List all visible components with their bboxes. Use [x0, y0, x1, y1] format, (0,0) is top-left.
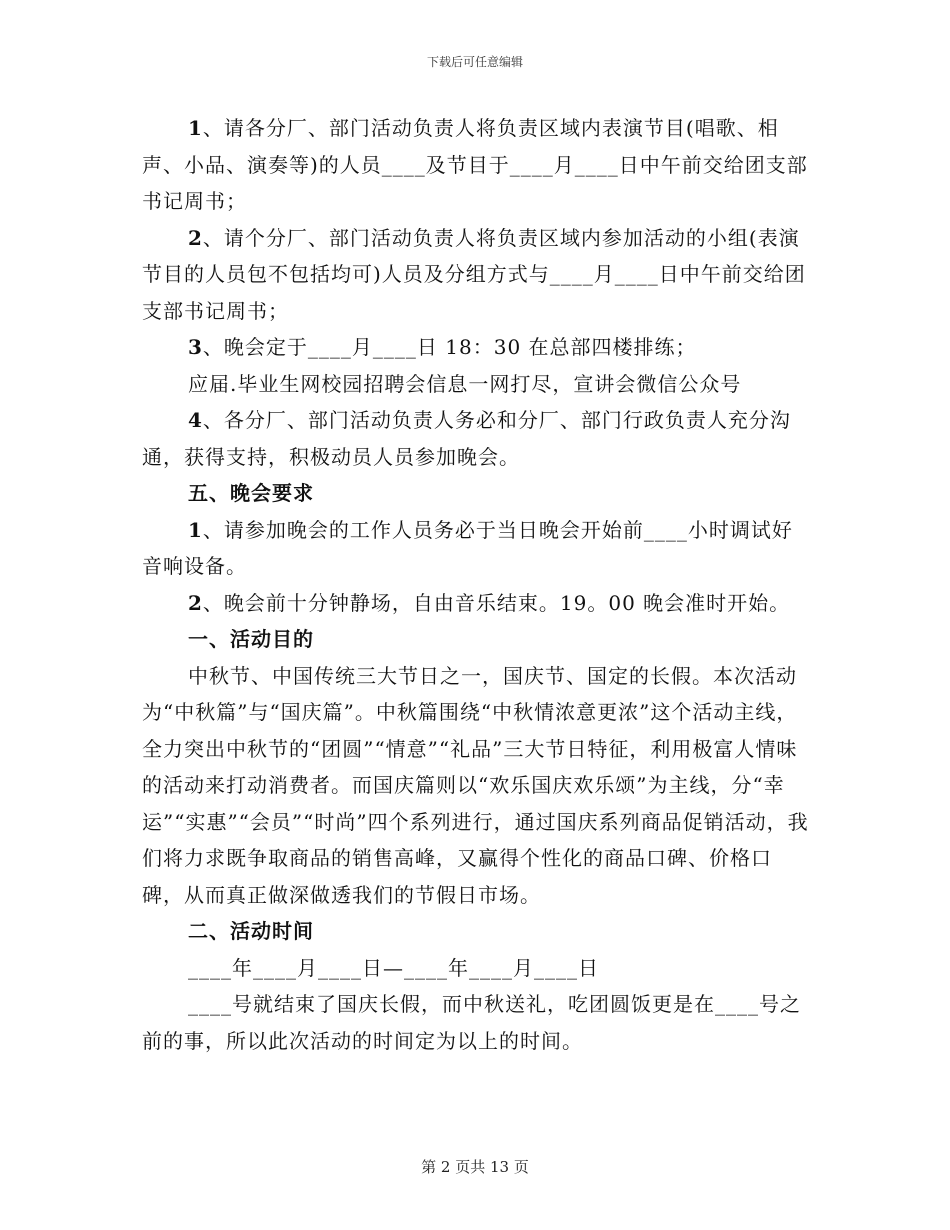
paragraph-text: 、各分厂、部门活动负责人务必和分厂、部门行政负责人充分沟通，获得支持，积极动员人员参加晚会。	[142, 408, 791, 469]
paragraph-text: 、晚会前十分钟静场，自由音乐结束。19。00 晚会准时开始。	[202, 590, 791, 615]
paragraph-item-3	[142, 329, 810, 366]
paragraph-item-4	[142, 402, 810, 475]
ad-line: 应届.毕业生网校园招聘会信息一网打尽，宣讲会微信公众号	[188, 371, 742, 396]
paragraph-date-range: ____年____月____日—____年____月____日	[188, 955, 599, 980]
paragraph-item-2	[142, 220, 810, 330]
item-number: 2	[188, 225, 203, 250]
section-heading-1: 一、活动目的	[188, 627, 314, 651]
paragraph-time-note: ____号就结束了国庆长假，而中秋送礼，吃团圆饭更是在____号之前的事，所以此次活动的时间定为以上的时间。	[142, 992, 801, 1053]
paragraph-purpose: 中秋节、中国传统三大节日之一，国庆节、国定的长假。本次活动为“中秋篇”与“国庆篇”。中秋篇围绕“中秋情浓意更浓”这个活动主线，全力突出中秋节的“团圆”“情意”“礼品”三大节日特征，利用极富人情味的活动来打动消费者。而国庆篇则以“欢乐国庆欢乐颂”为主线，分“幸运”“实惠”“会员”“时尚”四个系列进行，通过国庆系列商品促销活动，我们将力求既争取商品的销售高峰，又赢得个性化的商品口碑、价格口碑，从而真正做深做透我们的节假日市场。	[142, 663, 809, 907]
paragraph-text: 、请参加晚会的工作人员务必于当日晚会开始前____小时调试好音响设备。	[142, 517, 793, 578]
paragraph-text: 、请各分厂、部门活动负责人将负责区域内表演节目(唱歌、相声、小品、演奏等)的人员____及节目于____月____日中午前交给团支部书记周书；	[142, 116, 808, 213]
paragraph-requirement-1	[142, 512, 810, 585]
section-heading-5: 五、晚会要求	[188, 481, 314, 505]
item-number: 1	[188, 116, 203, 140]
paragraph-requirement-2	[142, 585, 810, 622]
page-footer: 第 2 页共 13 页	[421, 1158, 529, 1176]
item-number: 1	[188, 517, 203, 542]
item-number: 4	[188, 408, 203, 432]
section-heading-2: 二、活动时间	[188, 919, 314, 943]
paragraph-text: 、请个分厂、部门活动负责人将负责区域内参加活动的小组(表演节目的人员包不包括均可)人员及分组方式与____月____日中午前交给团支部书记周书；	[142, 225, 806, 323]
paragraph-item-1	[142, 110, 810, 220]
paragraph-text: 、晚会定于____月____日 18：30 在总部四楼排练；	[202, 335, 697, 359]
document-body	[142, 110, 810, 1059]
item-number: 3	[188, 335, 203, 359]
item-number: 2	[188, 590, 203, 615]
page-header: 下载后可任意编辑	[426, 55, 523, 69]
